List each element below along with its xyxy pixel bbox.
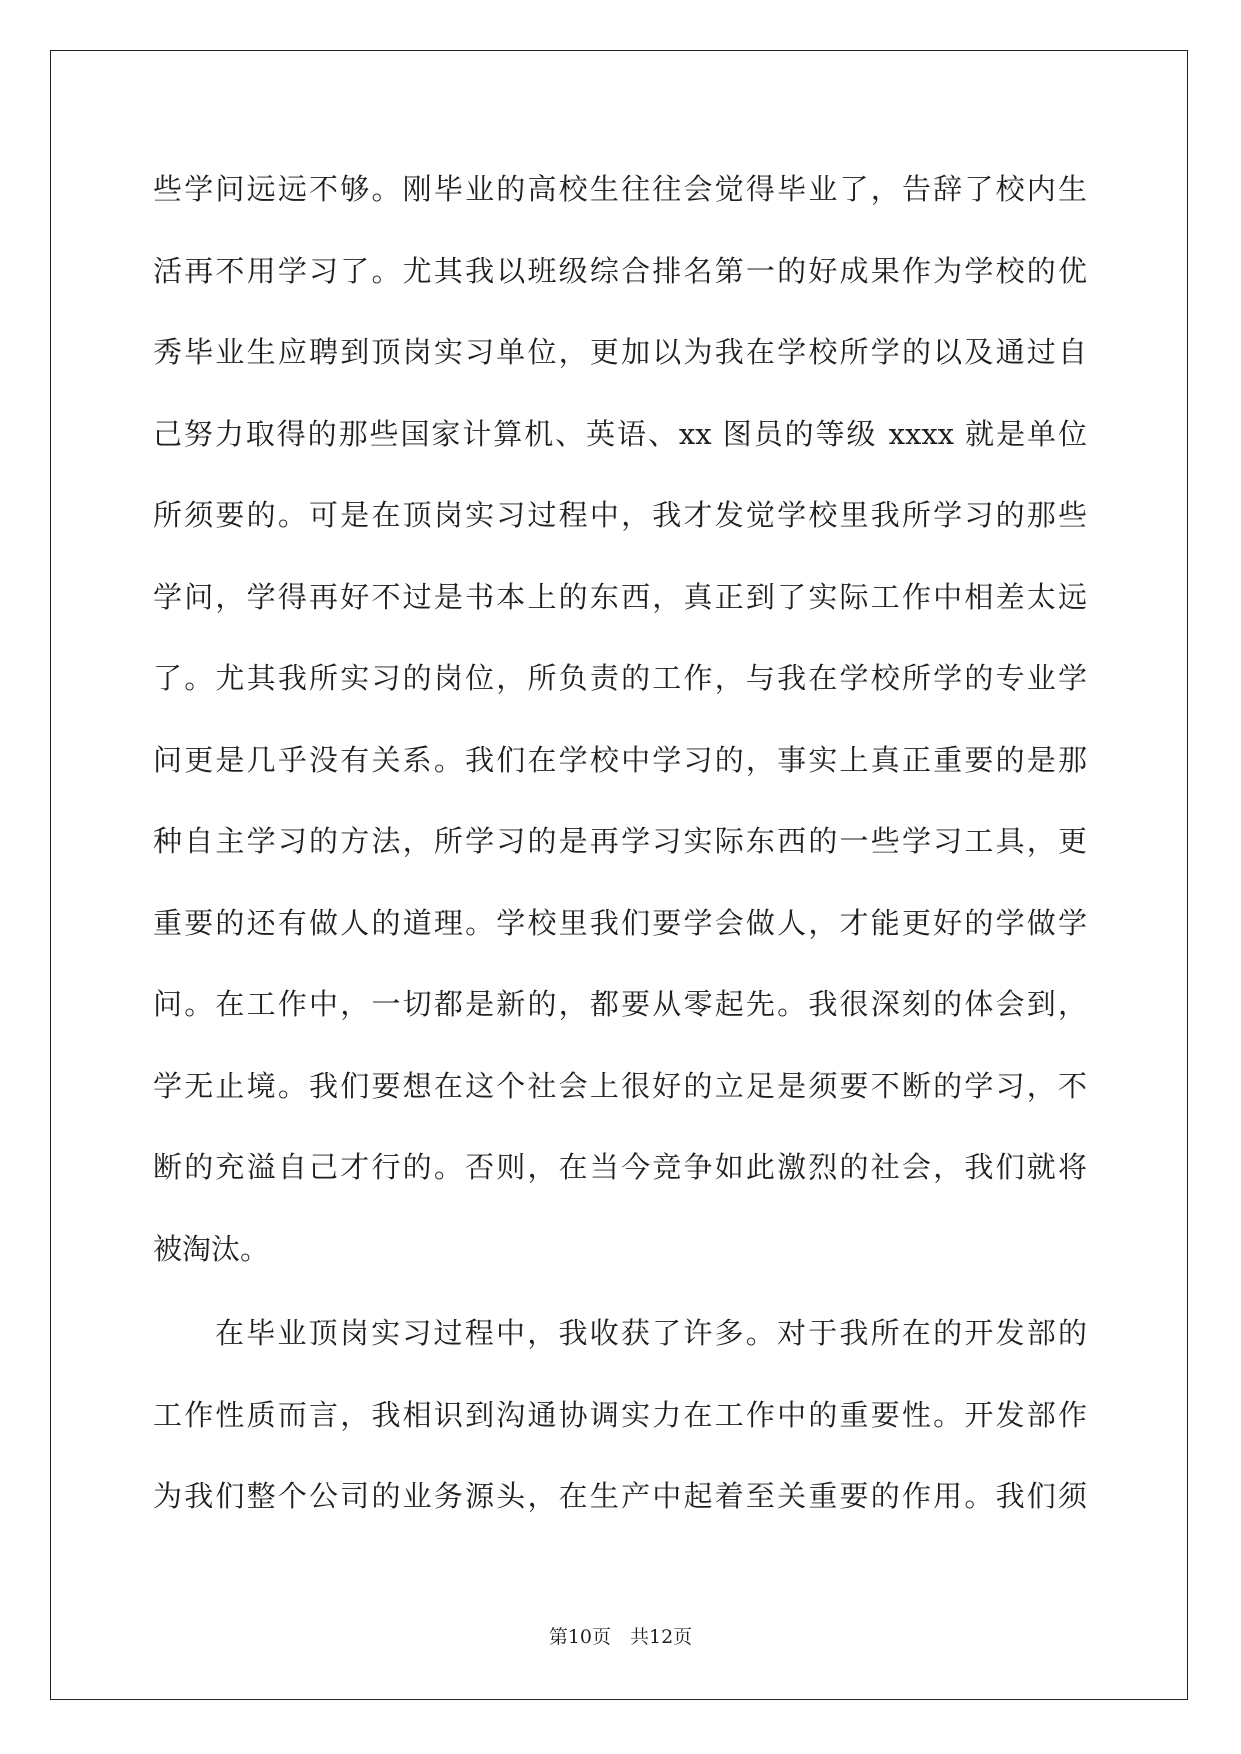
text-line: 重要的还有做人的道理。学校里我们要学会做人，才能更好的学做学	[153, 905, 1087, 940]
paragraph-2	[153, 1293, 1087, 1538]
text-line: 了。尤其我所实习的岗位，所负责的工作，与我在学校所学的专业学	[153, 661, 1087, 695]
text-line: 被淘汰。	[153, 1231, 270, 1266]
body-text	[153, 149, 1087, 1538]
page-number-footer: 第10页 共12页	[548, 1626, 693, 1648]
text-line: 学问，学得再好不过是书本上的东西，真正到了实际工作中相差太远	[153, 579, 1087, 614]
text-line: 秀毕业生应聘到顶岗实习单位，更加以为我在学校所学的以及通过自	[153, 335, 1087, 369]
text-line: 所须要的。可是在顶岗实习过程中，我才发觉学校里我所学习的那些	[153, 498, 1087, 532]
text-line: 为我们整个公司的业务源头，在生产中起着至关重要的作用。我们须	[153, 1479, 1087, 1513]
text-line: 问。在工作中，一切都是新的，都要从零起先。我很深刻的体会到，	[153, 987, 1087, 1021]
text-line: 些学问远远不够。刚毕业的高校生往往会觉得毕业了，告辞了校内生	[153, 172, 1087, 206]
text-line: 学无止境。我们要想在这个社会上很好的立足是须要不断的学习，不	[153, 1068, 1087, 1103]
text-line: 己努力取得的那些国家计算机、英语、xx 图员的等级 xxxx 就是单位	[153, 416, 1087, 451]
text-line: 断的充溢自己才行的。否则，在当今竞争如此激烈的社会，我们就将	[153, 1150, 1087, 1184]
text-line: 活再不用学习了。尤其我以班级综合排名第一的好成果作为学校的优	[153, 253, 1087, 288]
text-line: 工作性质而言，我相识到沟通协调实力在工作中的重要性。开发部作	[153, 1397, 1087, 1432]
text-line: 问更是几乎没有关系。我们在学校中学习的，事实上真正重要的是那	[153, 742, 1087, 777]
text-line: 种自主学习的方法，所学习的是再学习实际东西的一些学习工具，更	[153, 824, 1087, 858]
text-line: 在毕业顶岗实习过程中，我收获了许多。对于我所在的开发部的	[215, 1316, 1087, 1350]
paragraph-1	[153, 149, 1087, 1290]
